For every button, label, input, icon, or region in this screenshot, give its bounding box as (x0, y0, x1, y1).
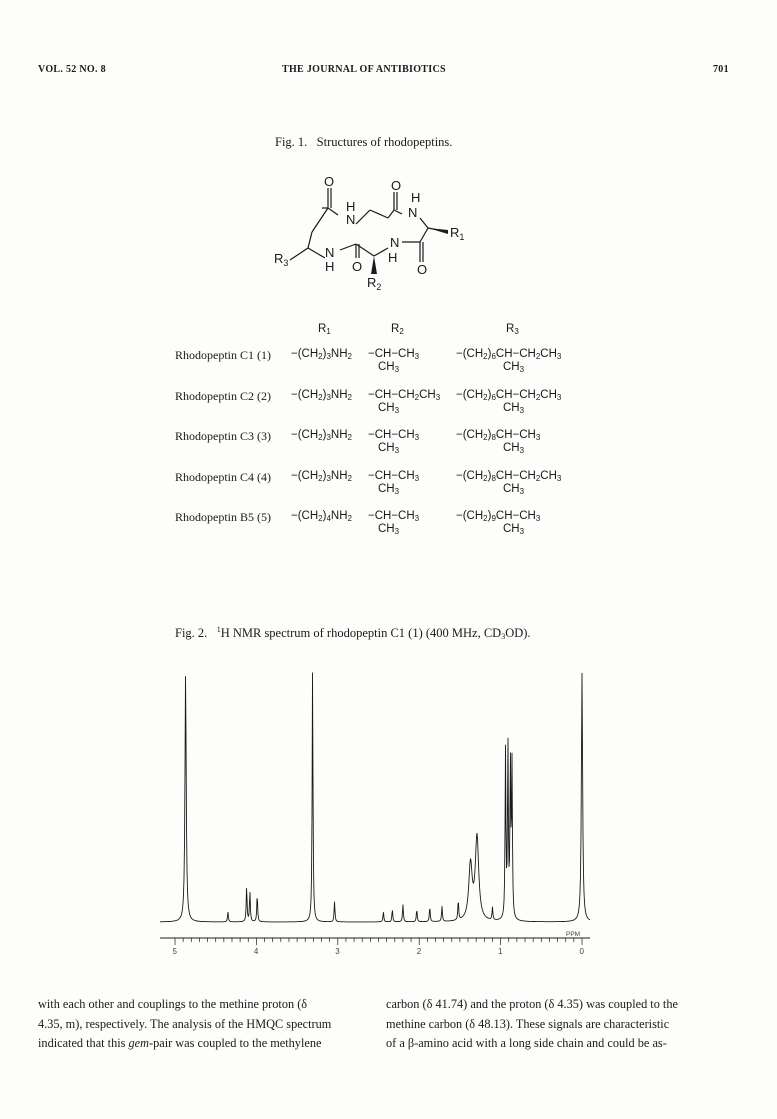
r2-value: $-CH-CH_3$ (368, 510, 420, 523)
axis-tick-label: 4 (253, 947, 259, 956)
text-line: carbon (δ 41.74) and the proton (δ 4.35) was coupled to the (386, 997, 678, 1011)
r1-value: $-(CH_2)_3NH_2$ (291, 429, 352, 442)
body-text-left (38, 995, 390, 1054)
r2-value: $-CH-CH_3$ (368, 429, 420, 442)
r3-branch: $CH_3$ (503, 401, 525, 415)
atom-hydrogen: H (325, 259, 335, 274)
r3-branch: $CH_3$ (503, 361, 525, 374)
body-text-right (386, 995, 738, 1054)
r3-value: $-(CH_2)_8CH-CH_3$ (456, 429, 541, 442)
col-header-r2: $R_2$ (391, 323, 404, 336)
r1-value: $-(CH_2)_3NH_2$ (291, 348, 352, 361)
journal-title: THE JOURNAL OF ANTIBIOTICS (282, 64, 446, 75)
r2-value: $-CH-CH_2CH_3$ (368, 388, 441, 402)
text-line: with each other and couplings to the methine proton (δ (38, 997, 308, 1011)
r3-branch: $CH_3$ (503, 442, 525, 455)
nmr-spectrum-chart (150, 660, 600, 960)
r1-group-label: $R_1$ (450, 225, 465, 242)
r2-value: $-CH-CH_3$ (368, 348, 420, 361)
r3-value: $-(CH_2)_8CH-CH_2CH_3$ (456, 469, 562, 483)
atom-nitrogen: N (408, 205, 418, 220)
compound-name: Rhodopeptin C3 (3) (175, 429, 271, 443)
ppm-axis-label: PPM (566, 931, 581, 938)
r3-group-label: $R_3$ (274, 251, 289, 268)
r2-branch: $CH_3$ (378, 442, 400, 455)
r2-branch: $CH_3$ (378, 523, 400, 536)
r3-branch: $CH_3$ (503, 482, 525, 496)
axis-tick-label: 5 (172, 947, 177, 956)
text-line: of a β-amino acid with a long side chain and could be as- (386, 1036, 667, 1050)
rhodopeptin-structure (270, 170, 500, 295)
page-number: 701 (713, 64, 729, 75)
r1-value: $-(CH_2)_3NH_2$ (291, 388, 352, 402)
text-line: indicated that this gem-pair was coupled to the methylene (38, 1036, 322, 1050)
atom-hydrogen: H (388, 250, 398, 265)
atom-hydrogen: H (346, 199, 356, 214)
col-header-r1: $R_1$ (318, 323, 331, 336)
axis-tick-label: 0 (579, 947, 584, 956)
fig2-caption: Fig. 2. $^1$H NMR spectrum of rhodopeptin C1 (1) (400 MHz, $CD_3OD$). (175, 625, 531, 641)
atom-oxygen: O (417, 262, 428, 277)
compound-name: Rhodopeptin C4 (4) (175, 469, 271, 484)
atom-nitrogen: N (325, 245, 335, 260)
compound-name: Rhodopeptin B5 (5) (175, 510, 271, 524)
col-header-r3: $R_3$ (506, 323, 519, 336)
r3-value: $-(CH_2)_9CH-CH_3$ (456, 510, 541, 523)
r3-value: $-(CH_2)_6CH-CH_2CH_3$ (456, 388, 562, 402)
journal-volume: VOL. 52 NO. 8 (38, 64, 106, 75)
text-line: 4.35, m), respectively. The analysis of the HMQC spectrum (38, 1016, 332, 1031)
r3-branch: $CH_3$ (503, 523, 525, 536)
atom-oxygen: O (391, 178, 402, 193)
nmr-trace-line (160, 673, 590, 922)
axis-tick-label: 3 (335, 947, 340, 956)
compound-name: Rhodopeptin C1 (1) (175, 348, 271, 362)
r2-value: $-CH-CH_3$ (368, 469, 420, 483)
atom-oxygen: O (352, 259, 363, 274)
r1-value: $-(CH_2)_4NH_2$ (291, 510, 352, 523)
r2-branch: $CH_3$ (378, 482, 400, 496)
r3-value: $-(CH_2)_6CH-CH_2CH_3$ (456, 348, 562, 361)
atom-hydrogen: H (411, 190, 421, 205)
r2-branch: $CH_3$ (378, 361, 400, 374)
r2-branch: $CH_3$ (378, 401, 400, 415)
axis-tick-label: 1 (498, 947, 503, 956)
r1-value: $-(CH_2)_3NH_2$ (291, 469, 352, 483)
atom-nitrogen: N (390, 235, 400, 250)
atom-nitrogen: N (346, 212, 356, 227)
atom-oxygen: O (324, 174, 335, 189)
compound-name: Rhodopeptin C2 (2) (175, 388, 271, 403)
r2-group-label: $R_2$ (367, 275, 382, 292)
fig1-caption: Fig. 1. Structures of rhodopeptins. (275, 135, 453, 149)
axis-tick-label: 2 (416, 947, 422, 956)
text-line: methine carbon (δ 48.13). These signals are characteristic (386, 1016, 670, 1031)
